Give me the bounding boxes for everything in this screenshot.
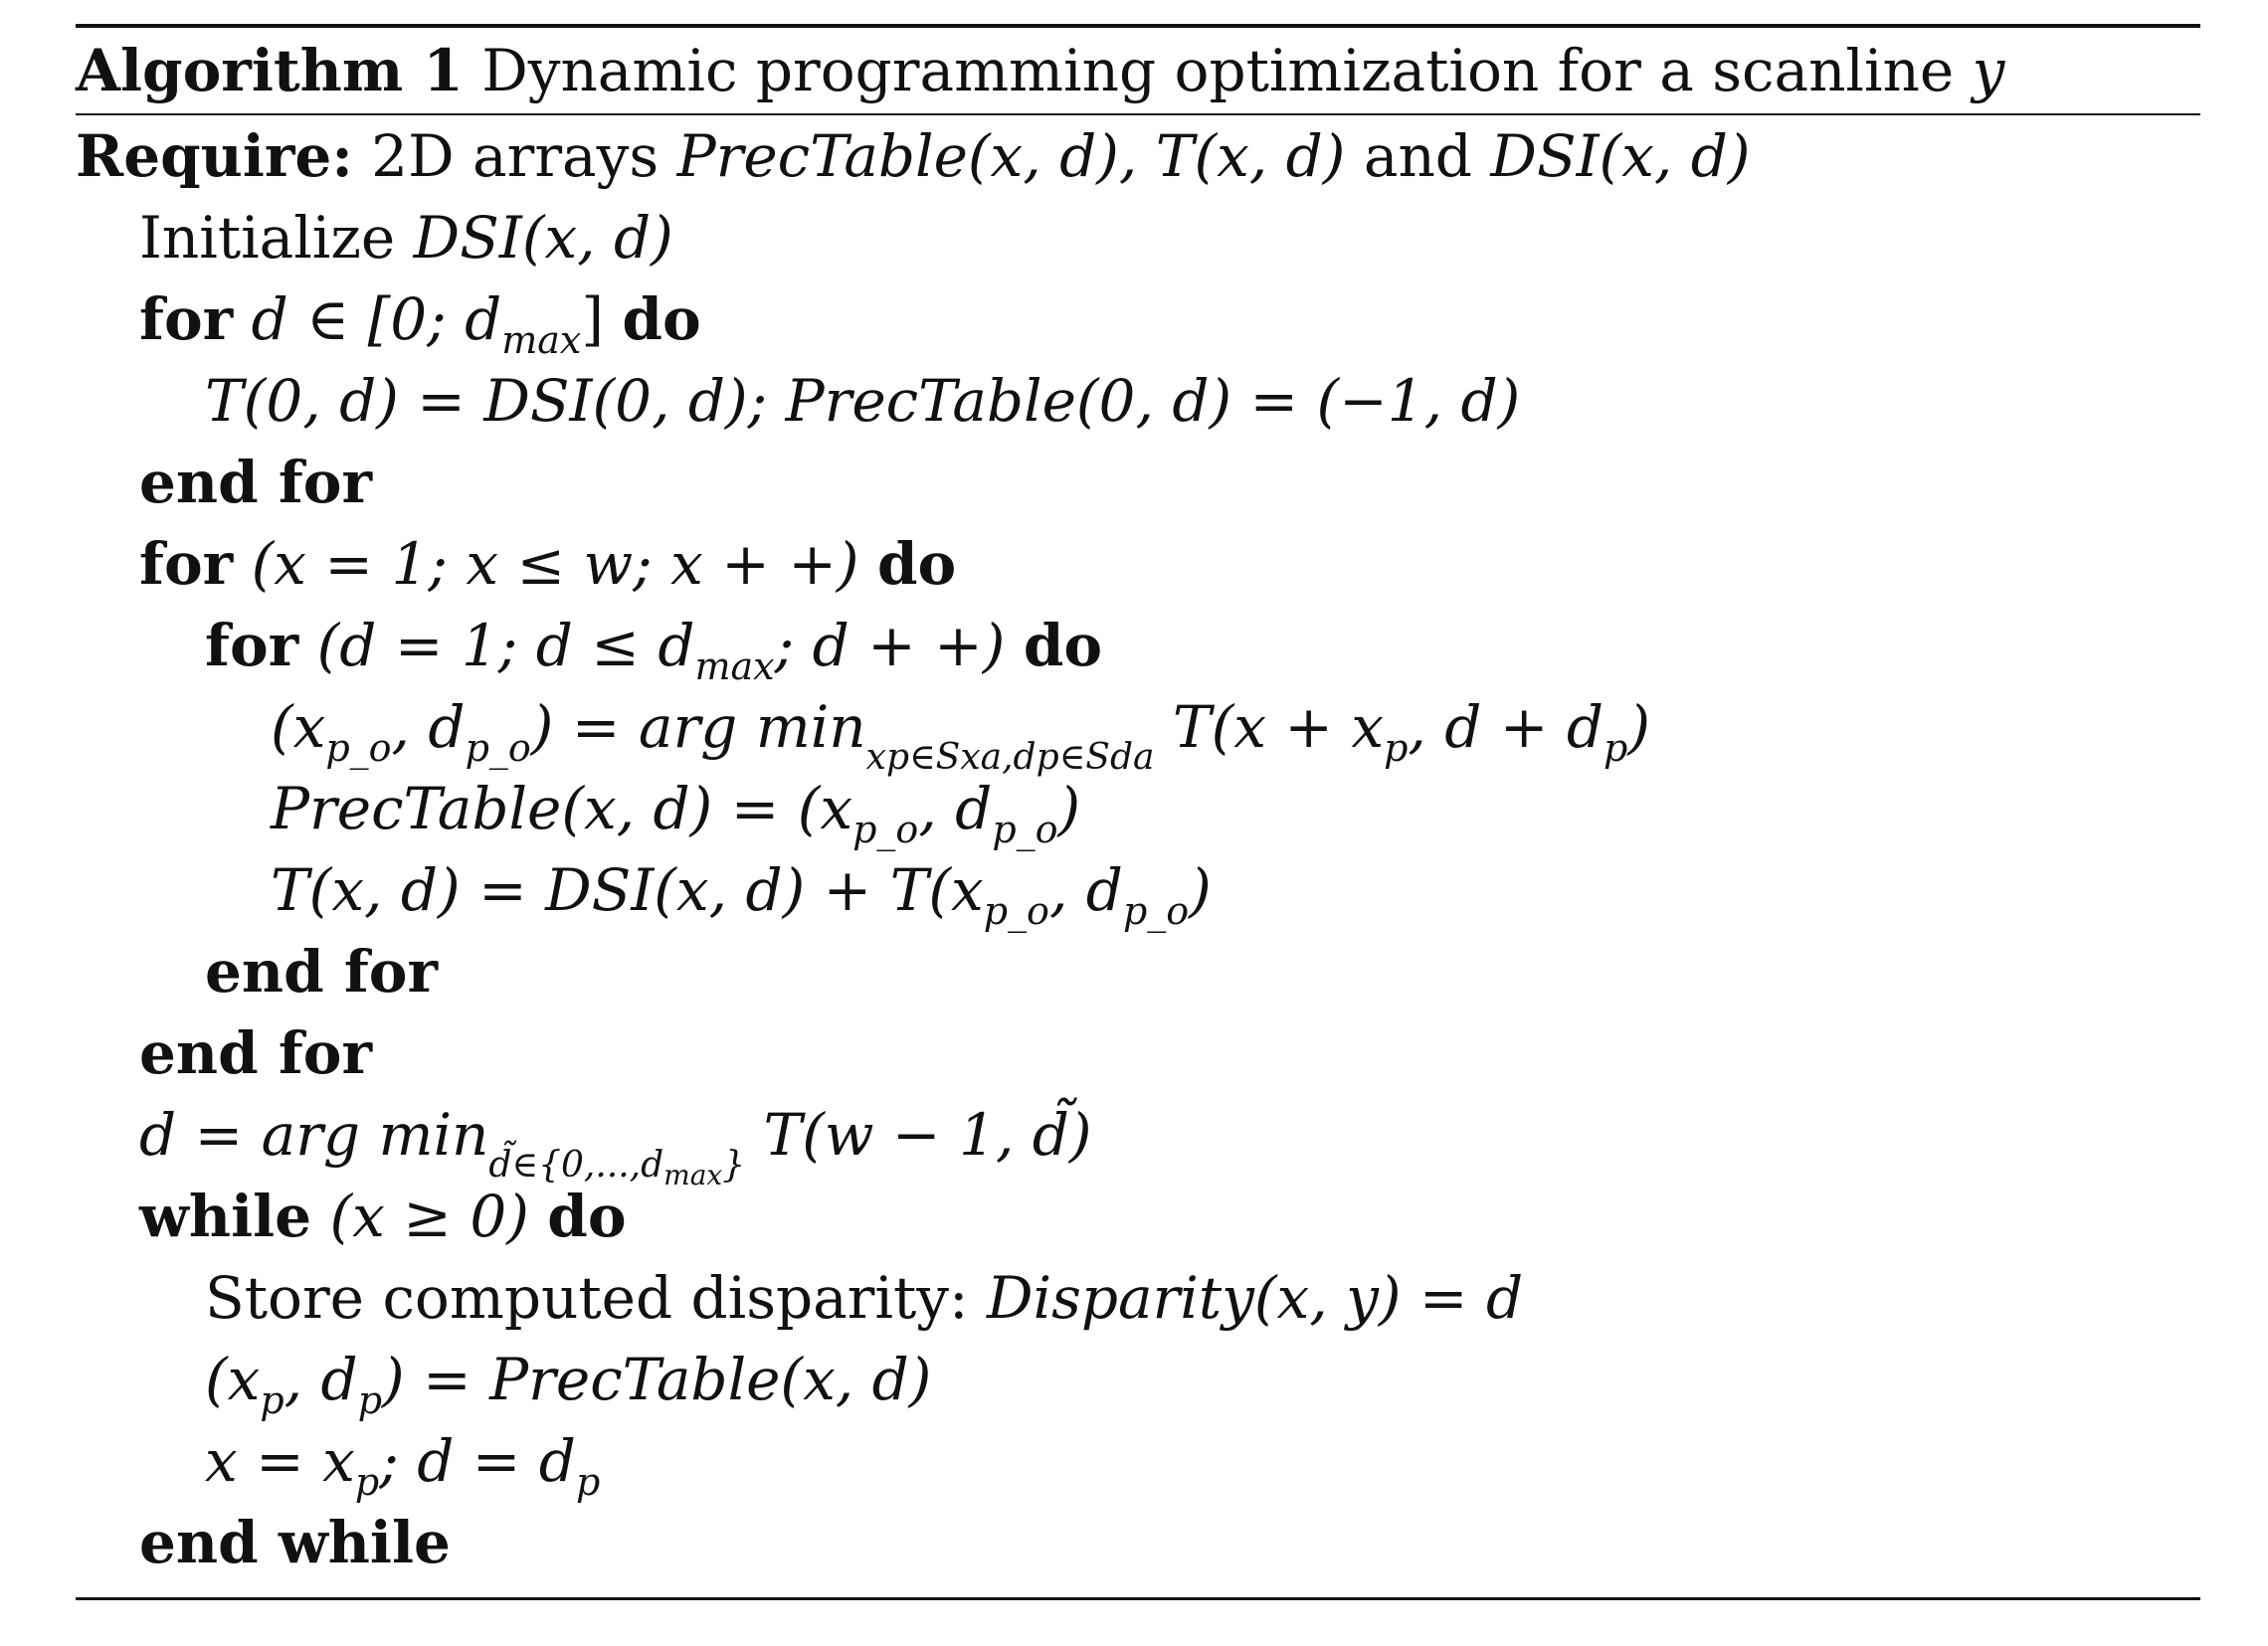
for-d-condition: (d = 1; d ≤ d (316, 612, 695, 679)
bottom-rule (76, 1597, 2200, 1600)
algorithm-title: Dynamic programming optimization for a scanline (481, 37, 1955, 104)
algo-line-for-d-init (76, 278, 2200, 360)
t-assign-sub: p_o (983, 889, 1049, 933)
argmin-lhs-sub: p_o (325, 726, 392, 770)
algo-line-init-assign (76, 360, 2200, 442)
algo-line-end-for (76, 1012, 2200, 1094)
argmin-lhs-d: , d (391, 693, 466, 761)
do-keyword: do (622, 285, 701, 353)
algo-line-store (76, 1257, 2200, 1339)
argmin-subscript: ,d (1002, 737, 1037, 778)
update-sub: p (354, 1460, 380, 1504)
initialize-math: DSI(x, d) (413, 204, 673, 272)
argmin-subscript: ∈S (1058, 737, 1110, 778)
algo-line-end-for (76, 442, 2200, 523)
argmin-operator: ) = arg min (530, 693, 866, 761)
algo-line-final-argmin (76, 1094, 2200, 1191)
argmin-rhs-sub: p (1604, 726, 1628, 770)
algorithm-block (76, 24, 2200, 1600)
lookup-math: , d (284, 1346, 358, 1413)
for-x-condition: (x = 1; x ≤ w; x + +) (251, 530, 859, 598)
t-assign-math: , d (1048, 856, 1123, 924)
final-argmin-subscript: d̃∈{0,...,d (488, 1145, 664, 1186)
algo-line-for-d (76, 605, 2200, 686)
prectable-sub: p_o (992, 808, 1058, 851)
for-keyword: for (139, 285, 234, 353)
update-math: x = x (205, 1427, 355, 1495)
final-argmin-subscript: max (663, 1159, 723, 1191)
algo-line-while (76, 1176, 2200, 1257)
final-argmin-subscript: } (722, 1145, 746, 1186)
for-range-sub: max (501, 318, 582, 362)
algo-line-end-for (76, 931, 2200, 1012)
t-assign-close: ) (1189, 856, 1212, 924)
algo-line-argmin (76, 686, 2200, 778)
t-assign-math: T(x, d) = DSI(x, d) + T(x (271, 856, 984, 924)
init-assign-math: T(0, d) = DSI(0, d); PrecTable(0, d) = (−1, d) (205, 367, 1521, 435)
algorithm-caption (76, 28, 2200, 113)
update-sub: p (575, 1460, 601, 1504)
store-text: Store computed disparity: (205, 1264, 969, 1332)
for-d-condition-tail: ; d + +) (774, 612, 1006, 679)
for-range-close: ] (581, 285, 604, 353)
algo-line-for-x (76, 523, 2200, 605)
for-keyword: for (205, 612, 299, 679)
final-argmin-rhs: T(w − 1, d̃) (745, 1101, 1092, 1169)
for-d-sub: max (694, 644, 775, 688)
algo-line-require (76, 115, 2200, 197)
do-keyword: do (1023, 612, 1103, 679)
argmin-subscript: ∈S (909, 737, 961, 778)
algo-line-initialize (76, 197, 2200, 278)
argmin-subscript: p (885, 737, 909, 778)
do-keyword: do (876, 530, 957, 598)
prectable-sub: p_o (852, 808, 919, 851)
lookup-rhs: ) = PrecTable(x, d) (382, 1346, 932, 1413)
prectable-close: ) (1057, 775, 1081, 842)
argmin-subscript: da (1109, 737, 1155, 778)
require-keyword: Require: (76, 122, 353, 190)
argmin-subscript: p (1036, 737, 1059, 778)
algorithm-title-var: y (1972, 37, 2005, 104)
require-text: 2D arrays (371, 122, 660, 190)
require-math-1: PrecTable(x, d), T(x, d) (676, 122, 1346, 190)
store-math: Disparity(x, y) = d (987, 1264, 1524, 1332)
argmin-rhs-close: ) (1627, 693, 1650, 761)
final-argmin-operator: d = arg min (139, 1101, 489, 1169)
argmin-rhs: , d + d (1408, 693, 1605, 761)
prectable-math: , d (918, 775, 993, 842)
algo-line-prectable-assign (76, 768, 2200, 849)
argmin-subscript: xa (960, 737, 1003, 778)
while-condition: (x ≥ 0) (329, 1183, 529, 1250)
argmin-lhs-x: (x (271, 693, 326, 761)
argmin-subscript: x (865, 737, 886, 778)
t-assign-sub: p_o (1122, 889, 1190, 933)
prectable-math: PrecTable(x, d) = (x (271, 775, 853, 842)
do-keyword: do (547, 1183, 627, 1250)
lookup-sub: p (357, 1378, 383, 1422)
algorithm-label: Algorithm 1 (76, 37, 464, 104)
while-keyword: while (139, 1183, 312, 1250)
end-while-keyword: end while (139, 1509, 451, 1576)
end-for-keyword: end for (139, 1019, 373, 1087)
algo-line-t-assign (76, 849, 2200, 931)
for-keyword: for (139, 530, 234, 598)
lookup-math: (x (205, 1346, 261, 1413)
argmin-rhs: T(x + x (1154, 693, 1385, 761)
argmin-rhs-sub: p (1384, 726, 1409, 770)
end-for-keyword: end for (139, 449, 373, 516)
for-range: d ∈ [0; d (251, 285, 502, 353)
require-and: and (1363, 122, 1472, 190)
update-math: ; d = d (379, 1427, 576, 1495)
end-for-keyword: end for (205, 938, 439, 1006)
initialize-text: Initialize (139, 204, 396, 272)
lookup-sub: p (260, 1378, 284, 1422)
argmin-lhs-sub: p_o (465, 726, 531, 770)
require-math-2: DSI(x, d) (1490, 122, 1751, 190)
algo-line-lookup (76, 1339, 2200, 1420)
algo-line-end-while (76, 1502, 2200, 1583)
algo-line-update (76, 1420, 2200, 1502)
